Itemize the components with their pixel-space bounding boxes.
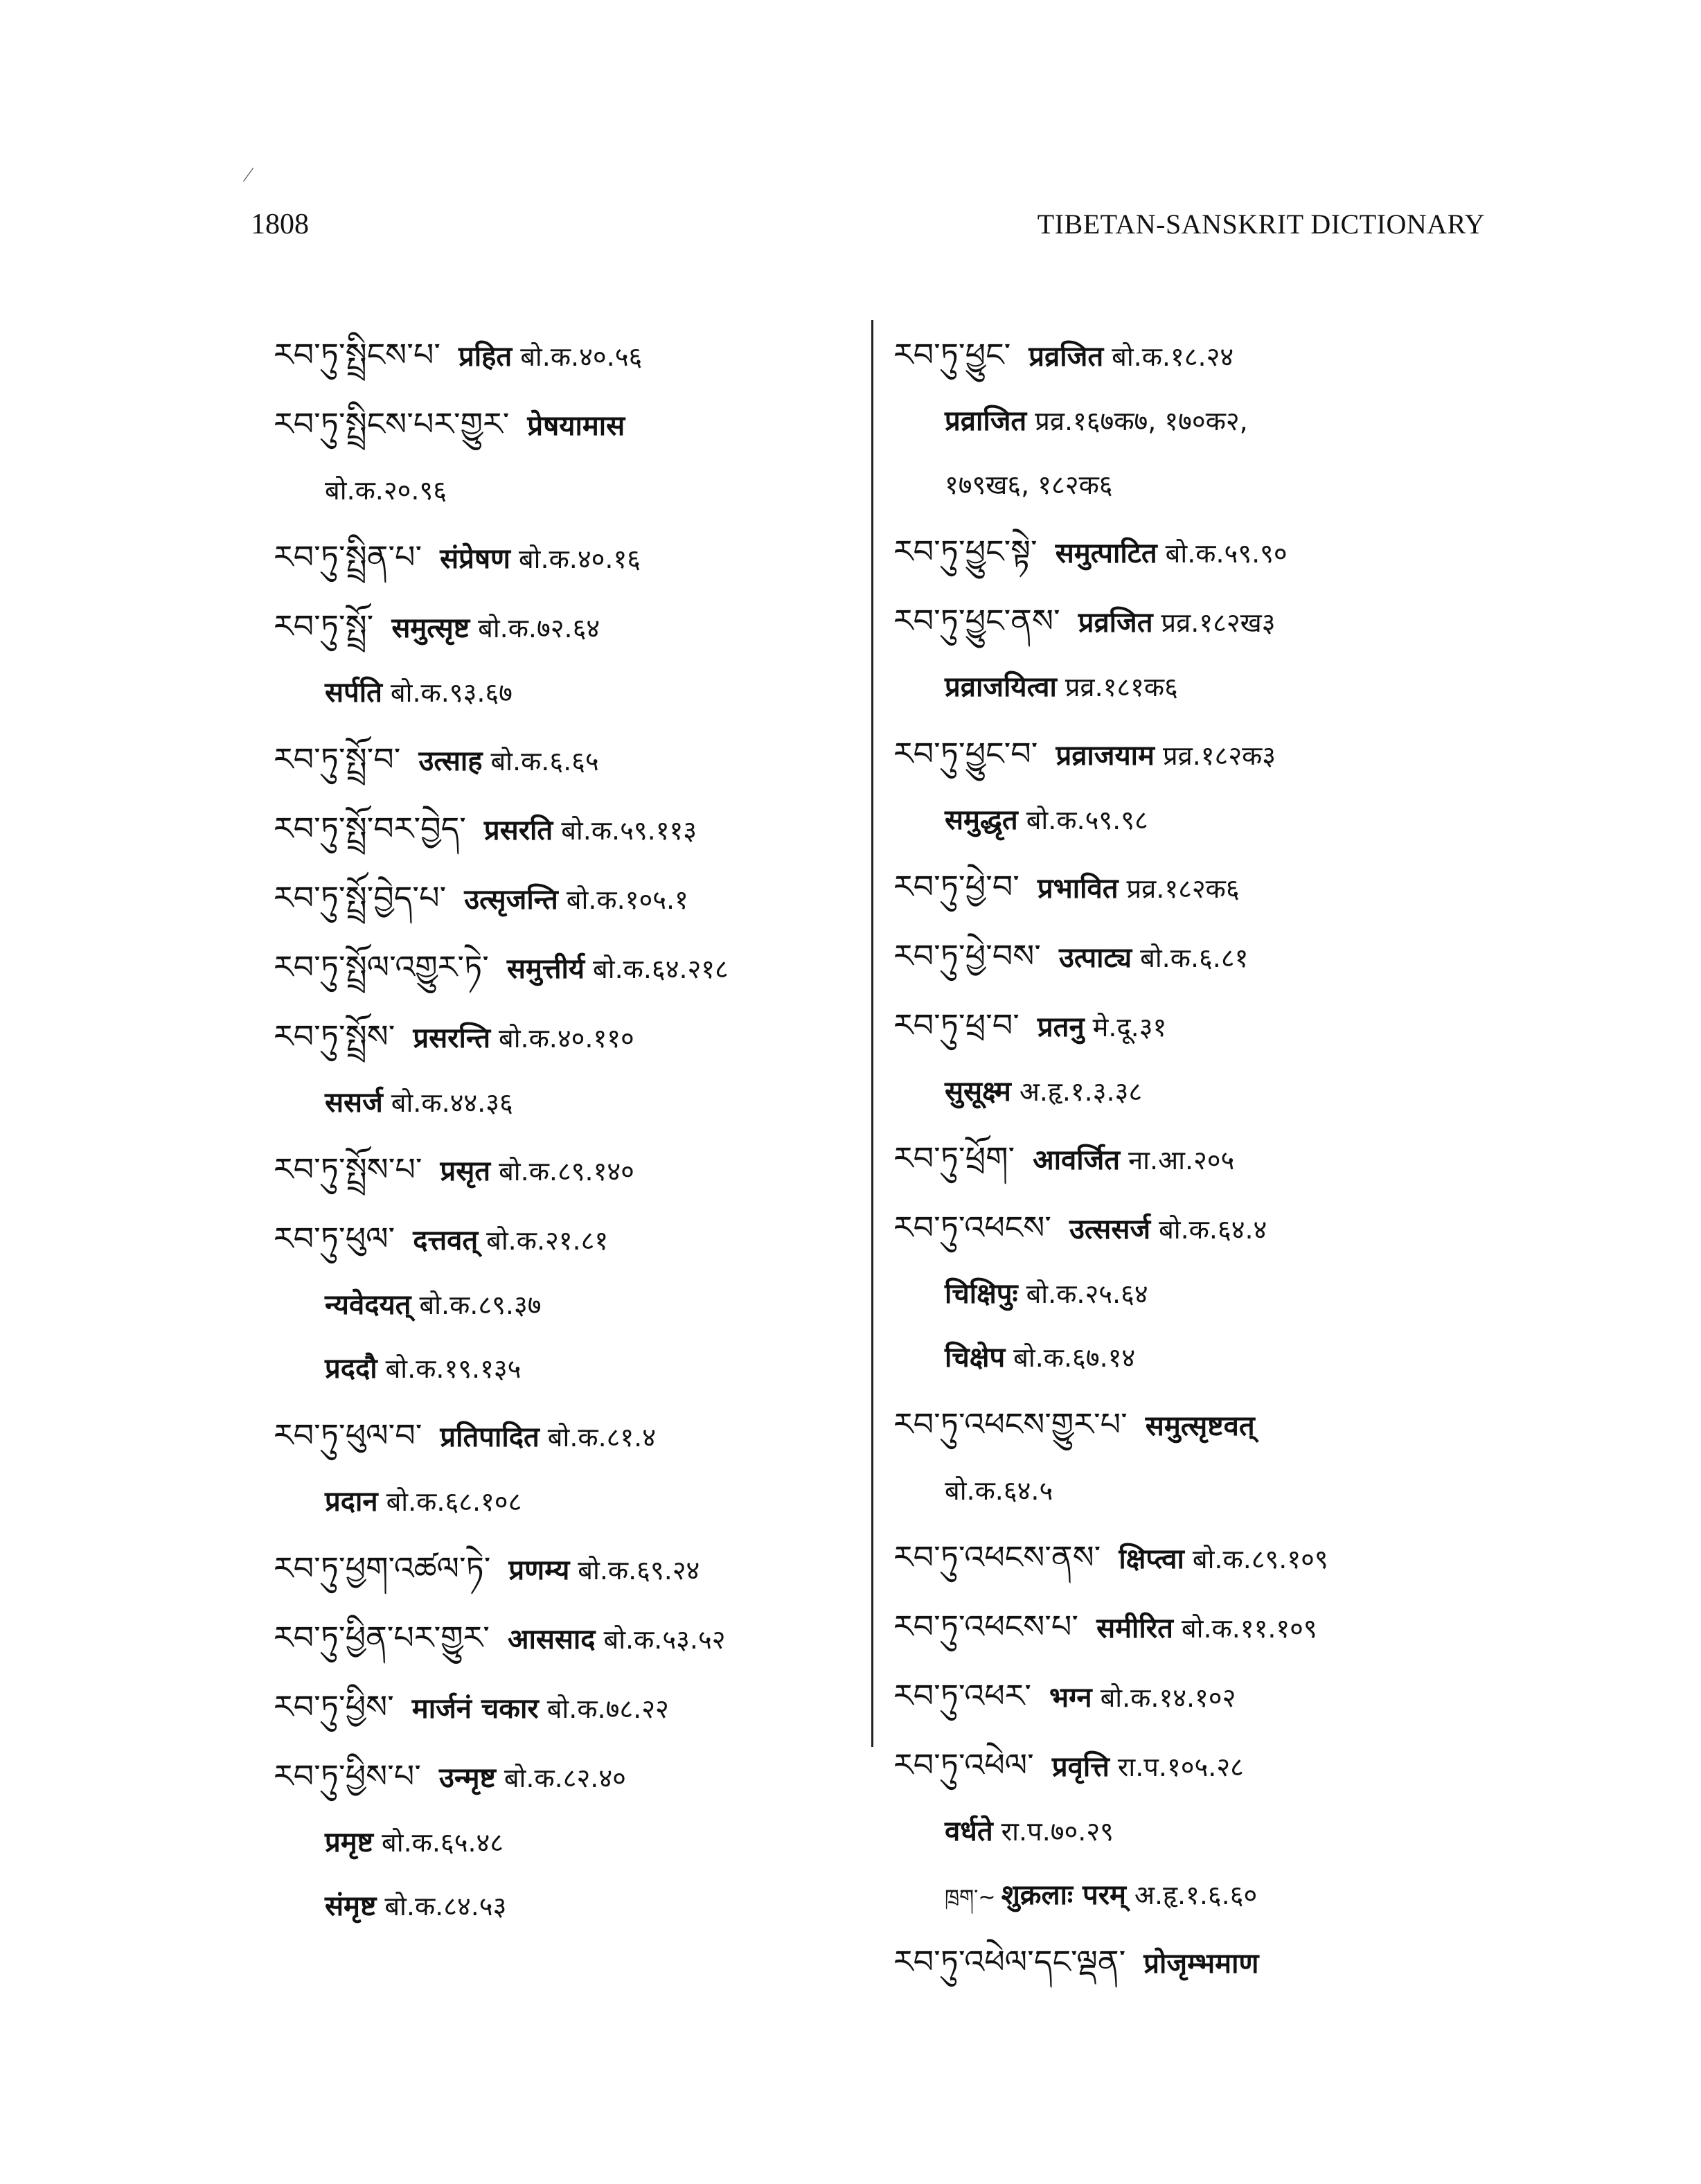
entry-continuation [274,1071,862,1135]
source-reference: बो.क.८२.४० [504,1763,626,1793]
sanskrit-equivalent: प्रतनु [1037,1011,1085,1043]
dictionary-entry [893,320,1489,389]
dictionary-entry [274,863,862,932]
tibetan-headword: རབ་ཏུ་སྤྲོ་བ་ [274,740,401,778]
dictionary-entry [274,1741,862,1811]
running-title: TIBETAN-SANSKRIT DICTIONARY [1037,208,1485,240]
tibetan-headword: རབ་ཏུ་སྤྲིན་པ་ [274,538,422,576]
source-reference: बो.क.५९.९८ [1026,805,1148,835]
dictionary-entry [274,389,862,459]
sanskrit-equivalent: प्रददौ [325,1353,377,1385]
source-reference: बो.क.२०.९६ [325,475,447,506]
sanskrit-equivalent: समुत्सृष्ट [391,612,470,644]
dictionary-entry [893,1390,1489,1459]
sanskrit-equivalent: उत्साह [418,745,483,777]
source-reference: बो.क.८१.४ [547,1422,657,1453]
source-reference: बो.क.५९.११३ [561,815,697,846]
tibetan-headword: རབ་ཏུ་ཕྱུང་ [893,336,1011,373]
dictionary-entry [893,991,1489,1060]
tibetan-headword: རབ་ཏུ་ཕུལ་ [274,1220,395,1257]
source-reference: बो.क.७२.६४ [478,613,600,643]
tibetan-headword: རབ་ཏུ་ཕྱག་འཚལ་ཏེ་ [274,1550,491,1587]
dictionary-entry [893,1124,1489,1193]
tibetan-headword: རབ་ཏུ་འཕེལ་ [893,1746,1034,1784]
source-reference: १७९ख६, १८२क६ [945,470,1113,500]
tibetan-headword: རབ་ཏུ་སྤྲིངས་པར་གྱུར་ [274,405,510,443]
sanskrit-equivalent: प्रभावित [1037,873,1119,905]
source-reference: बो.क.९३.६७ [390,677,513,708]
dictionary-entry [274,1401,862,1470]
source-reference: बो.क.१८.२४ [1112,341,1234,372]
column-rule [871,320,873,1747]
page-number: 1808 [251,208,309,240]
tibetan-headword: རབ་ཏུ་ཕྱིས་ [274,1688,394,1725]
sanskrit-equivalent: प्रणम्य [508,1554,570,1586]
tibetan-headword: རབ་ཏུ་ཕྱུང་བ་ [893,735,1038,772]
source-reference: बो.क.१०५.१ [566,885,688,915]
source-reference: बो.क.२१.८१ [486,1225,609,1256]
dictionary-entry [893,1927,1489,1996]
source-reference: बो.क.७८.२२ [546,1694,669,1724]
source-reference: बो.क.८४.५३ [384,1891,507,1921]
source-reference: बो.क.२५.६४ [1026,1279,1148,1309]
sanskrit-equivalent: आवर्जित [1033,1144,1121,1176]
sanskrit-equivalent: भग्न [1049,1682,1092,1714]
source-reference: बो.क.४०.११० [499,1023,634,1054]
left-column [274,320,862,1938]
sanskrit-equivalent: मार्जनं चकार [411,1693,539,1725]
source-reference: रा.प.७०.२९ [1001,1816,1114,1847]
dictionary-entry [893,586,1489,655]
sanskrit-equivalent: प्रेषयामास [527,410,625,442]
source-reference: ना.आ.२०५ [1128,1145,1235,1175]
sanskrit-equivalent: प्रमृष्ट [325,1827,374,1858]
source-reference: बो.क.८९.१०९ [1192,1544,1328,1574]
tibetan-headword: རབ་ཏུ་ཕྲོག་ [893,1139,1015,1177]
source-reference: बो.क.६७.१४ [1013,1342,1136,1373]
sanskrit-equivalent: चिक्षेप [945,1342,1006,1374]
source-reference: बो.क.५३.५२ [603,1624,726,1655]
tibetan-headword: རབ་ཏུ་ཕྱུང་ནས་ [893,602,1060,639]
source-reference: बो.क.८९.१४० [499,1156,634,1187]
sanskrit-equivalent: समुद्धृत [945,804,1018,836]
sanskrit-equivalent: वर्धते [945,1815,993,1847]
source-reference: रा.प.१०५.२८ [1117,1752,1244,1782]
tibetan-headword: རབ་ཏུ་ཕྱེ་བས་ [893,937,1041,975]
tibetan-headword: རབ་ཏུ་སྤྲོ་བྱེད་པ་ [274,879,447,916]
dictionary-entry [274,1672,862,1741]
source-reference: अ.हृ.१.३.३८ [1019,1076,1143,1107]
dictionary-entry [893,719,1489,788]
source-reference: बो.क.६९.२४ [578,1555,700,1586]
sanskrit-equivalent: प्रदान [325,1486,378,1518]
entry-continuation [893,1326,1489,1390]
source-reference: बो.क.६.६५ [490,746,599,776]
tibetan-headword: རབ་ཏུ་འཕངས་པ་ [893,1608,1079,1645]
dictionary-entry [274,320,862,389]
tibetan-headword: རབ་ཏུ་ཕུལ་བ་ [274,1417,422,1454]
source-reference: बो.क.६४.४ [1159,1214,1267,1245]
sanskrit-equivalent: दत्तवत् [413,1225,479,1257]
sanskrit-equivalent: उत्पाट्य [1058,942,1132,974]
dictionary-entry [274,1534,862,1603]
tibetan-headword: རབ་ཏུ་འཕངས་ [893,1209,1051,1246]
sanskrit-equivalent: प्रव्राजयित्वा [945,671,1057,703]
source-reference: प्रव्र.१६७क७, १७०क२, [1035,406,1248,436]
entry-continuation [274,1470,862,1534]
source-reference: बो.क.६५.४८ [382,1827,504,1858]
tibetan-headword: རབ་ཏུ་འཕངས་གྱུར་པ་ [893,1405,1128,1443]
tibetan-prefix: ཁྲག་~ [945,1885,996,1910]
source-reference: बो.क.४०.५६ [520,341,643,372]
source-reference: प्रव्र.१८२क३ [1162,740,1276,771]
dictionary-entry [274,1135,862,1204]
sanskrit-equivalent: समुत्तीर्य [506,953,585,985]
source-reference: प्रव्र.१८२ख३ [1161,607,1276,638]
dictionary-entry [274,1002,862,1071]
dictionary-entry [274,932,862,1002]
source-reference: बो.क.६८.१०८ [386,1486,522,1517]
tibetan-headword: རབ་ཏུ་འཕར་ [893,1677,1031,1714]
tibetan-headword: རབ་ཏུ་སྤྲོ་བར་བྱེད་ [274,810,466,847]
sanskrit-equivalent: सर्पति [325,677,382,709]
dictionary-entry [893,1730,1489,1800]
source-reference: मे.दू.३१ [1092,1012,1167,1042]
source-reference: अ.हृ.१.६.६० [1134,1880,1258,1910]
entry-continuation [274,1811,862,1874]
sanskrit-equivalent: क्षिप्त्वा [1119,1543,1184,1575]
tibetan-headword: རབ་ཏུ་འཕངས་ནས་ [893,1538,1101,1576]
dictionary-entry [274,1603,862,1672]
source-reference: प्रव्र.१८१क६ [1065,672,1178,702]
source-reference: बो.क.१४.१०२ [1100,1683,1236,1713]
entry-continuation [893,1459,1489,1522]
dictionary-entry [274,1204,862,1273]
tibetan-headword: རབ་ཏུ་སྤྲོས་པ་ [274,1151,422,1188]
sanskrit-equivalent: प्रवृत्ति [1051,1751,1110,1783]
sanskrit-equivalent: प्रव्राजित [945,405,1027,437]
source-reference: बो.क.१९.१३५ [385,1353,522,1384]
source-reference: बो.क.११.१०९ [1181,1613,1317,1644]
dictionary-entry [893,1522,1489,1592]
entry-continuation [274,1273,862,1337]
tibetan-headword: རབ་ཏུ་སྤྲོས་ [274,1018,395,1055]
dictionary-entry [274,725,862,794]
sanskrit-equivalent: ससर्ज [325,1087,383,1119]
entry-continuation [893,655,1489,719]
sanskrit-equivalent: प्रतिपादित [440,1421,540,1453]
sanskrit-equivalent: उत्ससर्ज [1069,1214,1151,1245]
sanskrit-equivalent: समीरित [1096,1613,1173,1644]
sanskrit-equivalent: प्रव्रजित [1028,341,1104,373]
sanskrit-equivalent: चिक्षिपुः [945,1278,1018,1310]
sanskrit-equivalent: आससाद [507,1624,596,1655]
sanskrit-equivalent: प्रसृत [440,1155,491,1187]
entry-continuation [893,389,1489,453]
entry-continuation [893,1800,1489,1863]
tibetan-headword: རབ་ཏུ་སྤྲོལ་འགྱུར་ཏེ་ [274,948,489,986]
entry-continuation [893,453,1489,517]
sanskrit-equivalent: समुत्सृष्टवत् [1145,1410,1255,1442]
sanskrit-equivalent: संप्रेषण [440,543,510,575]
dictionary-entry [893,1592,1489,1661]
sanskrit-equivalent: समुत्पाटित [1055,538,1157,569]
entry-continuation [274,459,862,522]
tibetan-headword: རབ་ཏུ་སྤྲོ་ [274,607,374,645]
sanskrit-equivalent: संमृष्ट [325,1890,377,1922]
entry-continuation [893,1863,1489,1927]
source-reference: बो.क.६.८१ [1140,943,1249,973]
tibetan-headword: རབ་ཏུ་ཕྱུང་སྟེ་ [893,533,1037,570]
sanskrit-equivalent: प्रहित [458,341,513,373]
sanskrit-equivalent: उत्सृजन्ति [464,884,558,916]
source-reference: प्रव्र.१८२क६ [1126,873,1240,904]
stray-mark: ⁄ [247,163,251,186]
sanskrit-equivalent: न्यवेदयत् [325,1289,411,1321]
source-reference: बो.क.६४.२१८ [593,954,729,984]
tibetan-headword: རབ་ཏུ་འཕེལ་དང་ལྡན་ [893,1943,1126,1980]
entry-continuation [893,788,1489,852]
sanskrit-equivalent: प्रव्रजित [1078,607,1153,639]
sanskrit-equivalent: प्रसरति [483,815,553,846]
dictionary-entry [893,1661,1489,1730]
dictionary-entry [274,522,862,592]
sanskrit-equivalent: शुक्रलाः परम् [1001,1879,1126,1911]
source-reference: बो.क.५९.९० [1165,538,1288,569]
source-reference: बो.क.८९.३७ [419,1290,542,1320]
entry-continuation [893,1060,1489,1124]
entry-continuation [274,1337,862,1401]
tibetan-headword: རབ་ཏུ་ཕྲ་བ་ [893,1006,1019,1044]
source-reference: बो.क.६४.५ [945,1475,1053,1506]
source-reference: बो.क.४०.१६ [518,544,641,574]
tibetan-headword: རབ་ཏུ་ཕྱེ་བ་ [893,868,1019,905]
entry-continuation [893,1262,1489,1326]
tibetan-headword: རབ་ཏུ་ཕྱིས་པ་ [274,1757,421,1795]
dictionary-entry [274,592,862,661]
entry-continuation [274,661,862,725]
dictionary-entry [893,921,1489,991]
sanskrit-equivalent: प्रोजृम्भमाण [1143,1948,1259,1980]
right-column [893,320,1489,1996]
tibetan-headword: རབ་ཏུ་སྤྲིངས་པ་ [274,336,441,373]
entry-continuation [274,1874,862,1938]
dictionary-entry [274,794,862,863]
dictionary-entry [893,517,1489,586]
dictionary-entry [893,1193,1489,1262]
sanskrit-equivalent: सुसूक्ष्म [945,1076,1011,1108]
source-reference: बो.क.४४.३६ [391,1087,513,1118]
sanskrit-equivalent: प्रसरन्ति [413,1022,490,1054]
dictionary-entry [893,852,1489,921]
tibetan-headword: རབ་ཏུ་ཕྱིན་པར་གྱུར་ [274,1619,490,1656]
sanskrit-equivalent: प्रव्राजयाम [1056,740,1155,772]
sanskrit-equivalent: उन्मृष्ट [438,1762,496,1794]
